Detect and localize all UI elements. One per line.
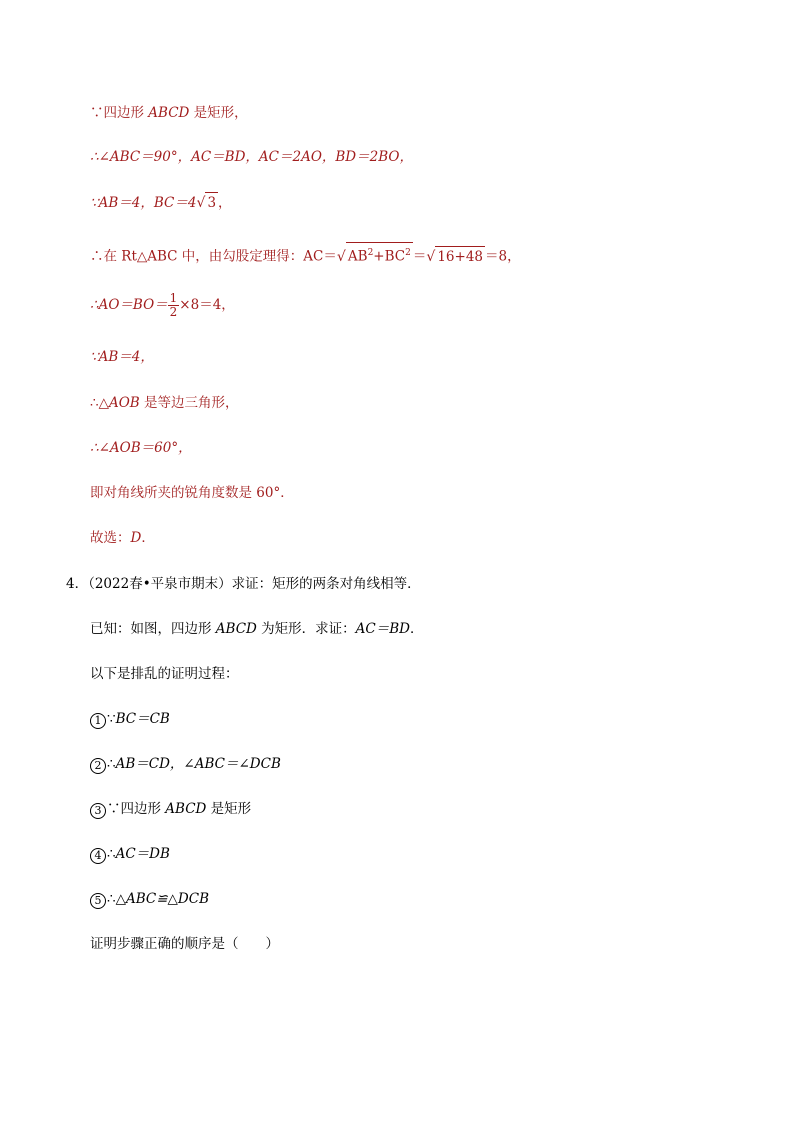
text: ∴△ <box>90 395 109 411</box>
circled-number: 2 <box>90 758 106 774</box>
solution-line-2: ∴∠ABC＝90°，AC＝BD，AC＝2AO，BD＝2BO， <box>90 149 413 165</box>
question-stem: 求证：矩形的两条对角线相等． <box>231 576 421 592</box>
question-intro: 以下是排乱的证明过程： <box>90 666 239 682</box>
fraction: $\frac{1}{2}$ <box>169 291 178 319</box>
text: D <box>130 530 142 546</box>
proof-step-3: 3 ∵四边形 ABCD 是矩形 <box>90 799 251 819</box>
text: ×8＝4， <box>179 297 235 313</box>
solution-line-5 <box>90 290 235 320</box>
solution-line-3 <box>90 192 232 213</box>
proof-step-1: 1 ∵BC＝CB <box>90 709 170 729</box>
text: ABCD <box>148 105 190 121</box>
sqrt: √ 3 <box>196 192 218 213</box>
proof-step-5: 5 ∴△ABC≌△DCB <box>90 889 209 909</box>
solution-line-8: ∴∠AOB＝60°， <box>90 440 192 456</box>
text: ∴在 Rt△ABC 中，由勾股定理得：AC＝ <box>90 248 337 265</box>
text: ， <box>218 195 232 211</box>
solution-line-6: ∵AB＝4， <box>90 349 154 365</box>
text: ∵四边形 <box>90 105 149 121</box>
text: ＝8， <box>485 248 521 265</box>
proof-step-2: 2 ∴AB＝CD，∠ABC＝∠DCB <box>90 754 281 774</box>
text: ∵AB＝4，BC＝4 <box>90 195 197 211</box>
sqrt: √ 16+48 <box>426 246 485 267</box>
sqrt: √ $AB^2+BC^2$ <box>337 242 413 267</box>
question-ask: 证明步骤正确的顺序是（ ） <box>90 936 279 952</box>
text: ． <box>141 530 155 546</box>
text: 60°． <box>256 485 294 501</box>
question-number: 4． <box>66 576 89 592</box>
circled-number: 1 <box>90 713 106 729</box>
text: 是等边三角形， <box>139 395 239 411</box>
question-given: 已知：如图，四边形 ABCD 为矩形．求证：AC＝BD． <box>90 621 424 637</box>
text: 是矩形， <box>189 105 248 121</box>
text: 即对角线所夹的锐角度数是 <box>90 485 257 501</box>
question-source: （2022春•平泉市期末） <box>88 576 232 592</box>
question-title <box>66 574 421 594</box>
solution-line-9 <box>90 483 294 503</box>
solution-line-10 <box>90 528 155 548</box>
text: 故选： <box>90 530 131 546</box>
proof-step-4: 4 ∴AC＝DB <box>90 844 170 864</box>
circled-number: 5 <box>90 893 106 909</box>
circled-number: 3 <box>90 803 106 819</box>
text: ＝ <box>412 248 427 265</box>
solution-line-7 <box>90 393 239 413</box>
solution-line-1 <box>90 103 248 123</box>
text: AOB <box>108 395 140 411</box>
solution-line-4 <box>90 242 521 267</box>
circled-number: 4 <box>90 848 106 864</box>
text: ∴AO＝BO＝ <box>90 297 168 313</box>
